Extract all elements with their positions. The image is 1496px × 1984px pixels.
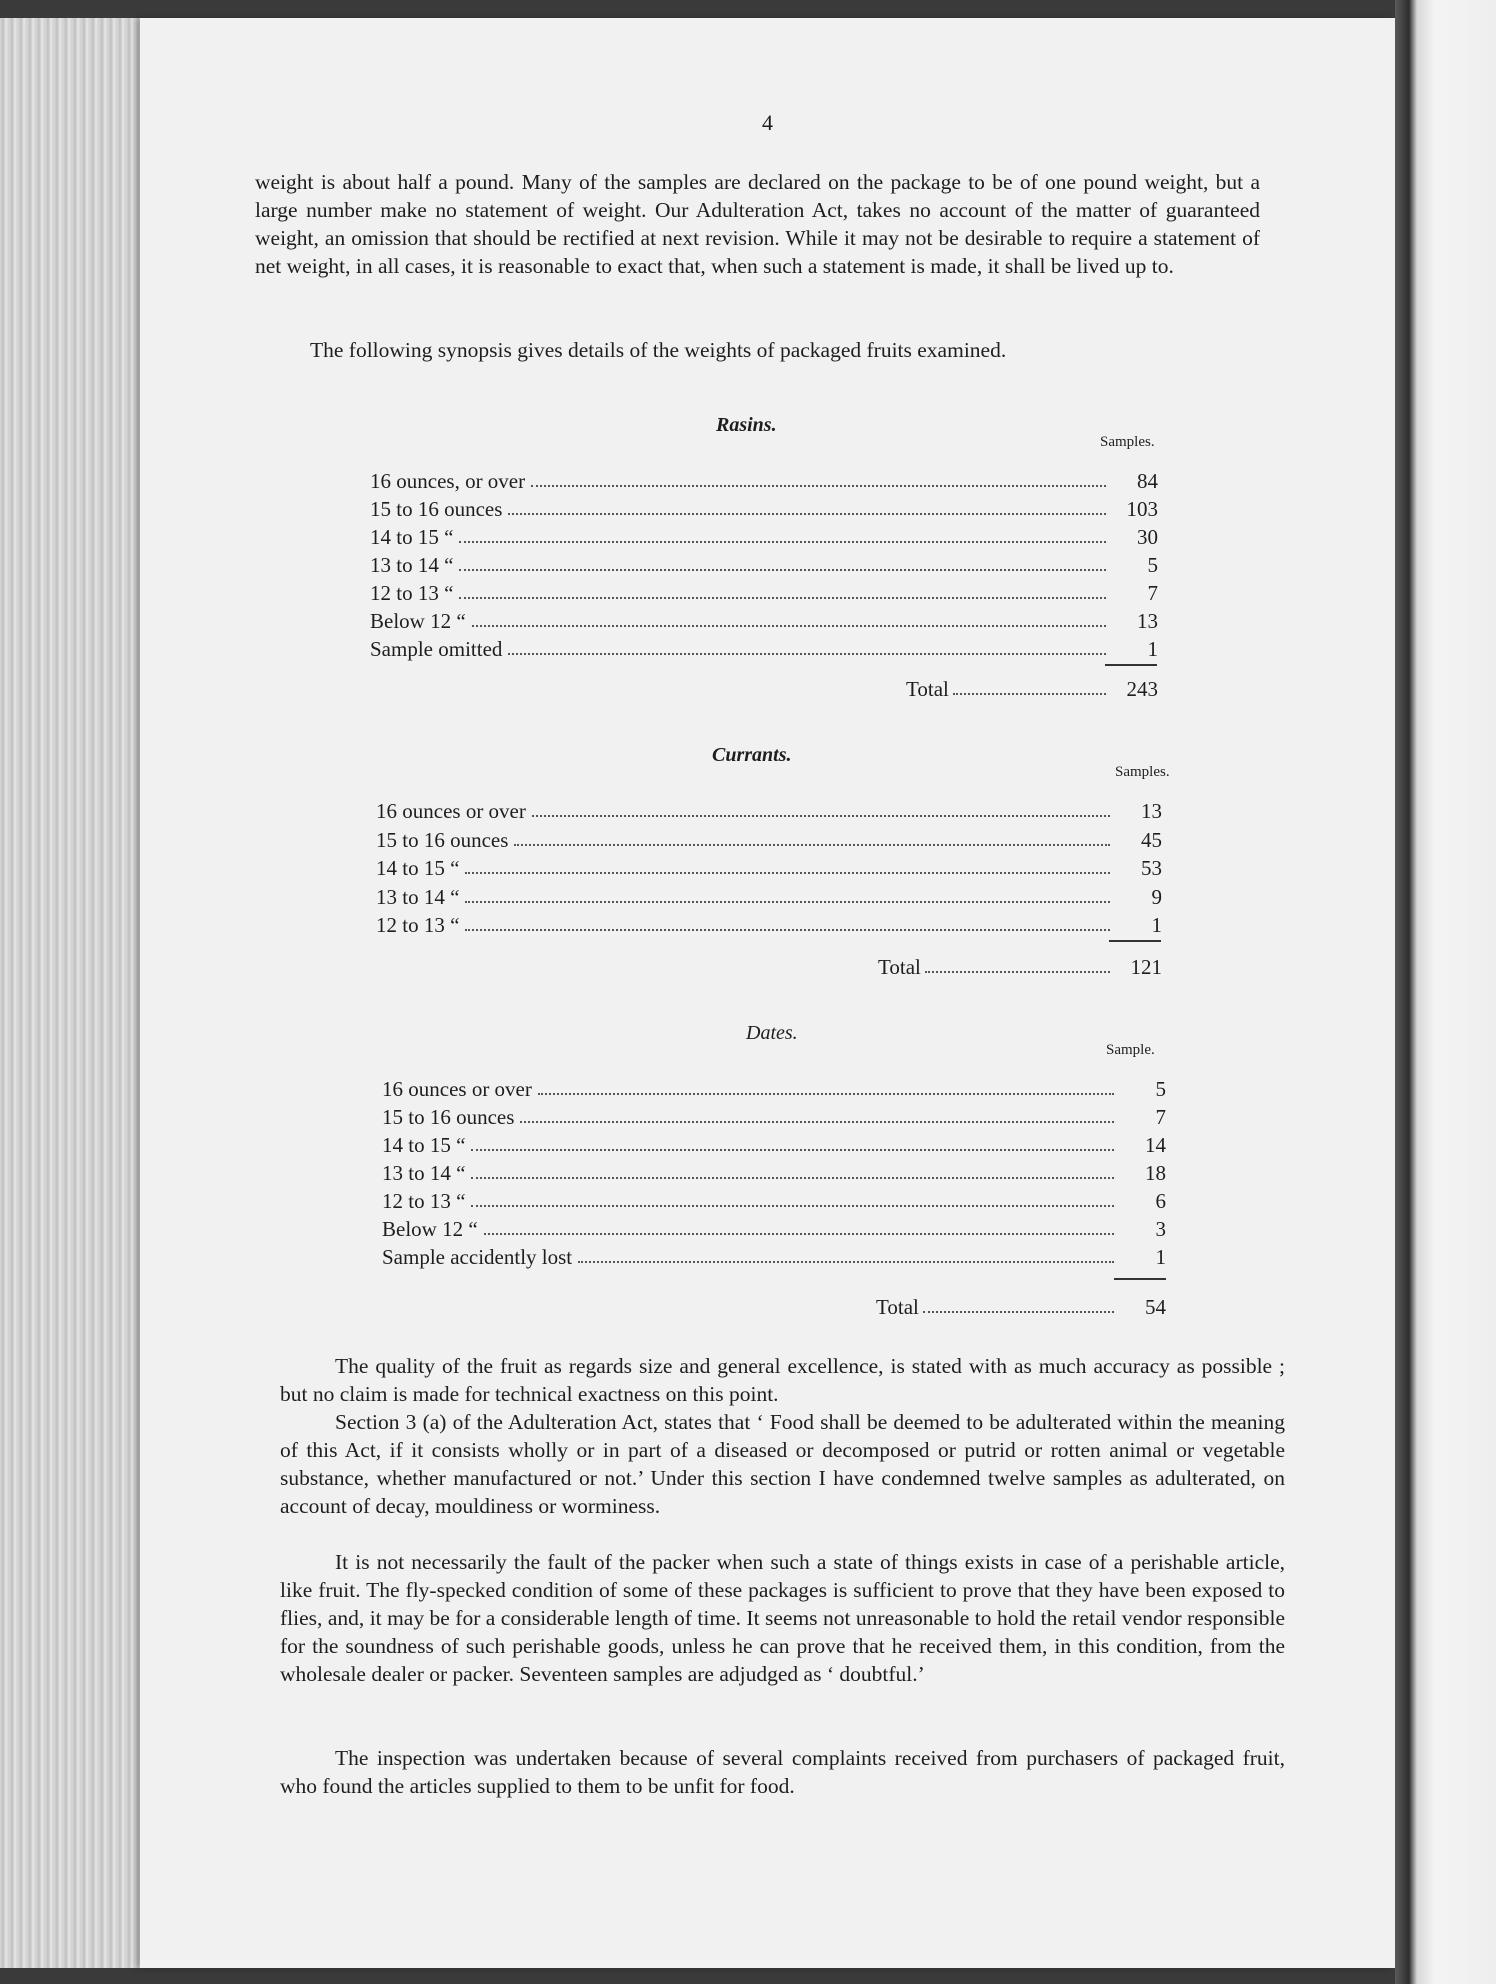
leader-dots <box>925 971 1110 973</box>
leader-dots <box>953 693 1106 695</box>
leader-dots <box>484 1233 1114 1235</box>
leader-dots <box>471 1149 1114 1151</box>
table-row-currants <box>376 796 1162 824</box>
leader-dots <box>514 844 1110 846</box>
total-label: Total <box>878 955 921 979</box>
row-label: 14 to 15 “ <box>382 1133 466 1157</box>
total-value: 54 <box>1145 1295 1166 1319</box>
row-label: 15 to 16 ounces <box>376 827 509 852</box>
row-value: 7 <box>1147 581 1158 605</box>
leader-dots <box>465 929 1110 931</box>
table-row-dates <box>382 1130 1166 1158</box>
row-label: 16 ounces or over <box>382 1077 532 1101</box>
total-rule-currants <box>1109 940 1161 942</box>
total-label: Total <box>906 677 949 701</box>
row-value: 103 <box>1126 497 1158 521</box>
total-value: 121 <box>1130 955 1162 979</box>
column-header-dates: Sample. <box>1106 1042 1155 1058</box>
table-row-raisins <box>370 466 1158 494</box>
table-row-dates <box>382 1214 1166 1242</box>
row-value: 13 <box>1137 609 1158 633</box>
row-label: Below 12 “ <box>382 1217 478 1241</box>
row-label: 14 to 15 “ <box>376 856 460 880</box>
table-row-raisins <box>370 606 1158 634</box>
leader-dots <box>531 485 1106 487</box>
row-label: 12 to 13 “ <box>370 581 454 605</box>
row-label: 13 to 14 “ <box>376 884 460 909</box>
table-row-dates <box>382 1186 1166 1214</box>
leader-dots <box>923 1311 1114 1313</box>
column-header-currants: Samples. <box>1115 764 1170 780</box>
table-row-raisins <box>370 634 1158 662</box>
table-row-dates <box>382 1102 1166 1130</box>
table-row-raisins <box>370 578 1158 606</box>
row-label: 13 to 14 “ <box>382 1161 466 1185</box>
leader-dots <box>578 1261 1114 1263</box>
row-label: Sample omitted <box>370 637 503 661</box>
leader-dots <box>459 569 1106 571</box>
row-value: 1 <box>1151 913 1162 937</box>
row-value: 1 <box>1147 637 1158 661</box>
total-value: 243 <box>1126 677 1158 701</box>
total-row-currants <box>878 952 1162 980</box>
leader-dots <box>465 901 1110 903</box>
row-label: 12 to 13 “ <box>376 913 460 937</box>
table-row-currants <box>376 910 1162 938</box>
leader-dots <box>472 625 1106 627</box>
intro-paragraph-2: The following synopsis gives details of the weights of packaged fruits examined. <box>310 338 1007 362</box>
table-row-dates <box>382 1074 1166 1102</box>
leader-dots <box>508 513 1106 515</box>
leader-dots <box>508 653 1106 655</box>
total-rule-dates <box>1114 1278 1166 1280</box>
row-value: 5 <box>1155 1077 1166 1101</box>
total-row-dates <box>876 1292 1166 1320</box>
page-stack-edges <box>0 18 160 1968</box>
table-row-raisins <box>370 494 1158 522</box>
row-value: 53 <box>1141 856 1162 880</box>
row-value: 30 <box>1137 525 1158 549</box>
body-paragraph-3: It is not necessarily the fault of the packer when such a state of things exists in case of a perishable article, like fruit. The fly-specked condition of some of these packages is sufficient to prove that they have been exposed to flies, and, it may be for a considerable length of time. It seems not unreasonable to hold the retail vendor responsible for the soundness of such perishable goods, unless he can prove that he received them, in this condition, from the wholesale dealer or packer. Seventeen samples are adjudged as ‘ doubtful.’ <box>280 1550 1285 1686</box>
intro-paragraph-1: weight is about half a pound. Many of the samples are declared on the package to be of one pound weight, but a large number make no statement of weight. Our Adulteration Act, takes no account of the matter of guaranteed weight, an omission that should be rectified at next revision. While it may not be desirable to require a statement of net weight, in all cases, it is reasonable to exact that, when such a statement is made, it shall be lived up to. <box>255 170 1260 278</box>
row-value: 6 <box>1155 1189 1166 1213</box>
total-rule-raisins <box>1105 664 1157 666</box>
table-row-dates <box>382 1158 1166 1186</box>
row-value: 18 <box>1145 1161 1166 1185</box>
row-value: 14 <box>1145 1133 1166 1157</box>
body-paragraph-2: Section 3 (a) of the Adulteration Act, states that ‘ Food shall be deemed to be adulterated within the meaning of this Act, if it consists wholly or in part of a diseased or decomposed or putrid or rotten animal or vegetable substance, whether manufactured or not.’ Under this section I have condemned twelve samples as adulterated, on account of decay, mouldiness or worminess. <box>280 1410 1285 1518</box>
row-value: 45 <box>1141 827 1162 852</box>
total-label: Total <box>876 1295 919 1319</box>
total-row-raisins <box>906 674 1158 702</box>
leader-dots <box>520 1121 1114 1123</box>
book-binding-edge <box>1395 0 1496 1984</box>
leader-dots <box>465 872 1110 874</box>
row-value: 9 <box>1151 884 1162 909</box>
table-title-dates: Dates. <box>746 1022 798 1044</box>
leader-dots <box>471 1205 1114 1207</box>
row-value: 1 <box>1155 1245 1166 1269</box>
row-label: 14 to 15 “ <box>370 525 454 549</box>
column-header-raisins: Samples. <box>1100 434 1155 450</box>
leader-dots <box>532 815 1110 817</box>
row-label: 13 to 14 “ <box>370 553 454 577</box>
row-value: 13 <box>1141 799 1162 823</box>
row-label: Below 12 “ <box>370 609 466 633</box>
table-row-dates <box>382 1242 1166 1270</box>
row-value: 3 <box>1155 1217 1166 1241</box>
row-label: Sample accidently lost <box>382 1245 573 1269</box>
row-value: 84 <box>1137 469 1158 493</box>
body-paragraph-4: The inspection was undertaken because of several complaints received from purchasers of packaged fruit, who found the articles supplied to them to be unfit for food. <box>280 1746 1285 1798</box>
table-title-raisins: Rasins. <box>716 414 777 436</box>
table-row-currants <box>376 825 1162 853</box>
leader-dots <box>459 597 1106 599</box>
leader-dots <box>459 541 1106 543</box>
row-label: 15 to 16 ounces <box>382 1105 515 1129</box>
row-label: 12 to 13 “ <box>382 1189 466 1213</box>
table-row-raisins <box>370 550 1158 578</box>
row-label: 16 ounces or over <box>376 799 526 823</box>
row-value: 5 <box>1147 553 1158 577</box>
table-row-currants <box>376 882 1162 910</box>
table-row-currants <box>376 853 1162 881</box>
row-label: 15 to 16 ounces <box>370 497 503 521</box>
page-number: 4 <box>762 110 773 135</box>
table-title-currants: Currants. <box>712 744 792 766</box>
table-row-raisins <box>370 522 1158 550</box>
row-value: 7 <box>1155 1105 1166 1129</box>
leader-dots <box>538 1093 1114 1095</box>
row-label: 16 ounces, or over <box>370 469 526 493</box>
leader-dots <box>471 1177 1114 1179</box>
body-paragraph-1: The quality of the fruit as regards size and general excellence, is stated with as much accuracy as possible ; but no claim is made for technical exactness on this point. <box>280 1354 1285 1406</box>
